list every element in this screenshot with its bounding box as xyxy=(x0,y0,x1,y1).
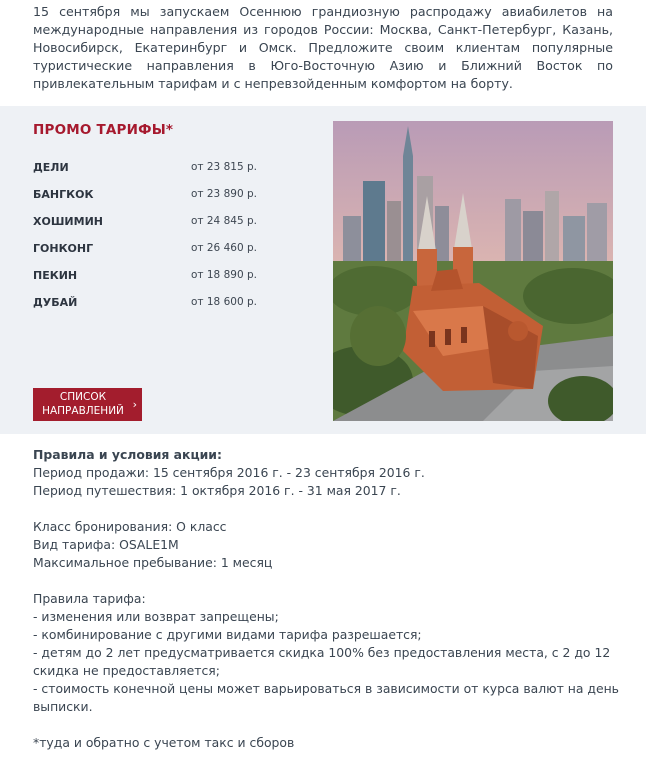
destinations-button-line-1: СПИСОК xyxy=(59,391,107,403)
promo-rules xyxy=(33,446,623,752)
destinations-list-button[interactable] xyxy=(33,388,142,421)
fare-price: от 23 890 р. xyxy=(191,188,257,200)
fare-city: ХОШИМИН xyxy=(33,215,103,228)
intro-paragraph: 15 сентября мы запускаем Осеннюю грандиозную распродажу авиабилетов на международные направления из городов России: Москва, Санкт-Петербург, Казань, Новосибирск, Екатеринбург и Омск. Предложите своим клиентам популярные туристические направления в Юго-Восточную Азию и Ближний Восток по привлекательным тарифам и с непревзойденным комфортом на борту. xyxy=(33,4,613,91)
fare-price: от 18 890 р. xyxy=(191,269,257,281)
fare-city: ПЕКИН xyxy=(33,269,78,282)
travel-period: Период путешествия: 1 октября 2016 г. - 31 мая 2017 г. xyxy=(33,483,401,498)
max-stay: Максимальное пребывание: 1 месяц xyxy=(33,555,273,570)
promo-section xyxy=(0,106,646,434)
booking-class: Класс бронирования: O класс xyxy=(33,519,227,534)
rules-title: Правила и условия акции: xyxy=(33,447,222,462)
fare-list xyxy=(33,161,293,323)
fare-rule-item: - детям до 2 лет предусматривается скидка 100% без предоставления места, с 2 до 12 скидка не предоставляется; xyxy=(33,645,611,678)
footnote: *туда и обратно с учетом такс и сборов xyxy=(33,735,295,750)
fare-price: от 26 460 р. xyxy=(191,242,257,254)
fare-rule-item: - стоимость конечной цены может варьироваться в зависимости от курса валют на день выписки. xyxy=(33,681,619,714)
fare-price: от 18 600 р. xyxy=(191,296,257,308)
destinations-button-label xyxy=(37,391,129,418)
fare-row-dubai xyxy=(33,296,293,323)
fare-city: ГОНКОНГ xyxy=(33,242,94,255)
sale-period: Период продажи: 15 сентября 2016 г. - 23 сентября 2016 г. xyxy=(33,465,425,480)
fare-city: ДУБАЙ xyxy=(33,296,78,309)
promo-title: ПРОМО ТАРИФЫ* xyxy=(33,122,174,138)
fare-row-beijing xyxy=(33,269,293,296)
destinations-button-line-2: НАПРАВЛЕНИЙ xyxy=(42,404,124,417)
fare-city: БАНГКОК xyxy=(33,188,94,201)
fare-row-hong-kong xyxy=(33,242,293,269)
fare-rule-item: - комбинирование с другими видами тарифа разрешается; xyxy=(33,627,422,642)
cathedral-city-photo xyxy=(333,121,613,421)
fare-price: от 24 845 р. xyxy=(191,215,257,227)
fare-row-bangkok xyxy=(33,188,293,215)
fare-city: ДЕЛИ xyxy=(33,161,69,174)
fare-rules-title: Правила тарифа: xyxy=(33,591,146,606)
fare-type: Вид тарифа: OSALE1M xyxy=(33,537,179,552)
fare-row-delhi xyxy=(33,161,293,188)
chevron-right-icon: › xyxy=(132,398,137,411)
fare-rule-item: - изменения или возврат запрещены; xyxy=(33,609,279,624)
fare-price: от 23 815 р. xyxy=(191,161,257,173)
fare-row-ho-chi-minh xyxy=(33,215,293,242)
